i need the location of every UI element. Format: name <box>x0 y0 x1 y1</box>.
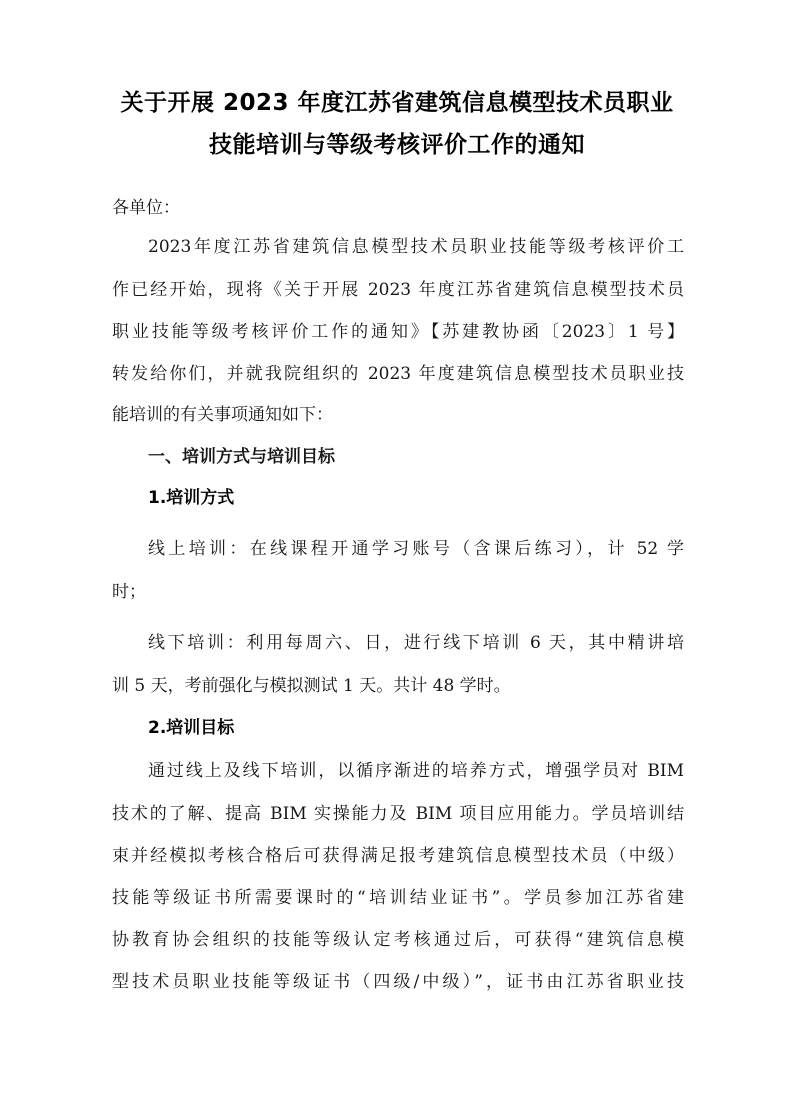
goal-line-5: 协教育协会组织的技能等级认定考核通过后，可获得“建筑信息模 <box>112 930 684 950</box>
goal-line-1: 通过线上及线下培训，以循序渐进的培养方式，增强学员对 BIM <box>148 761 684 781</box>
subsection-2-heading: 2.培训目标 <box>148 718 235 738</box>
offline-training-line-1: 线下培训：利用每周六、日，进行线下培训 6 天，其中精讲培 <box>148 633 684 653</box>
intro-line-5: 能培训的有关事项通知如下： <box>112 405 333 425</box>
document-title-line-2: 技能培训与等级考核评价工作的通知 <box>209 132 585 158</box>
document-title-line-1: 关于开展 2023 年度江苏省建筑信息模型技术员职业 <box>120 90 674 116</box>
online-training-line-2: 时； <box>112 582 146 602</box>
intro-line-1: 2023年度江苏省建筑信息模型技术员职业技能等级考核评价工 <box>148 237 684 257</box>
goal-line-3: 束并经模拟考核合格后可获得满足报考建筑信息模型技术员（中级） <box>112 846 684 866</box>
goal-line-4: 技能等级证书所需要课时的“培训结业证书”。学员参加江苏省建 <box>112 888 684 908</box>
goal-line-2: 技术的了解、提高 BIM 实操能力及 BIM 项目应用能力。学员培训结 <box>112 804 684 824</box>
goal-line-6: 型技术员职业技能等级证书（四级/中级）”，证书由江苏省职业技 <box>112 972 684 992</box>
intro-line-3: 职业技能等级考核评价工作的通知》【苏建教协函〔2023〕1 号】 <box>112 322 684 342</box>
intro-line-2: 作已经开始，现将《关于开展 2023 年度江苏省建筑信息模型技术员 <box>112 280 684 300</box>
intro-line-4: 转发给你们，并就我院组织的 2023 年度建筑信息模型技术员职业技 <box>112 364 684 384</box>
section-1-heading: 一、培训方式与培训目标 <box>148 447 335 467</box>
offline-training-line-2: 训 5 天，考前强化与模拟测试 1 天。共计 48 学时。 <box>112 676 511 696</box>
salutation: 各单位： <box>112 198 180 218</box>
subsection-1-heading: 1.培训方式 <box>148 488 235 508</box>
online-training-line-1: 线上培训：在线课程开通学习账号（含课后练习），计 52 学 <box>148 539 684 559</box>
